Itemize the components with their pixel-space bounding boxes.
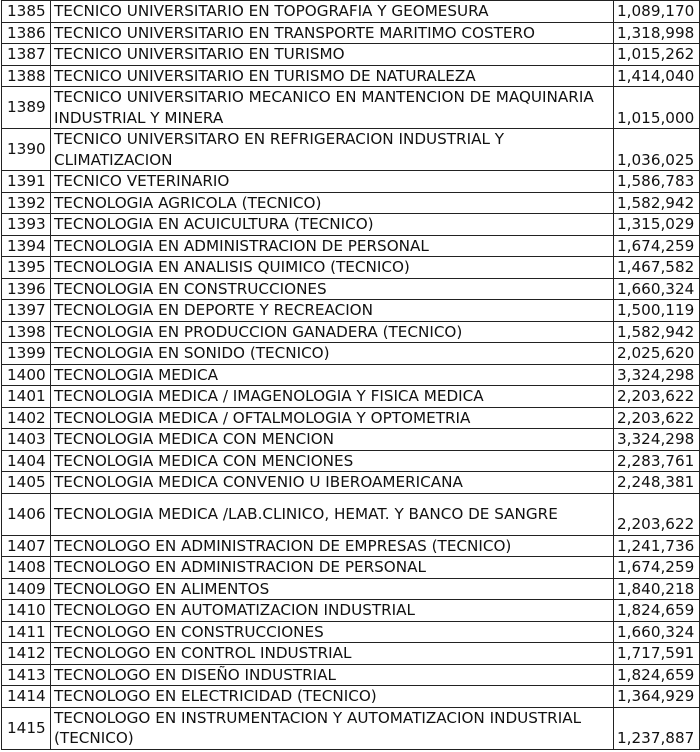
career-name: TECNOLOGO EN ADMINISTRACION DE EMPRESAS (TECNICO) xyxy=(51,535,614,557)
table-row xyxy=(2,192,700,214)
amount-value: 1,500,119 xyxy=(614,300,700,322)
career-name: TECNOLOGIA MEDICA /LAB.CLINICO, HEMAT. Y BANCO DE SANGRE xyxy=(51,493,614,535)
table-row xyxy=(2,235,700,257)
career-name: TECNICO UNIVERSITARO EN REFRIGERACION INDUSTRIAL Y CLIMATIZACION xyxy=(51,129,614,171)
amount-value: 1,582,942 xyxy=(614,321,700,343)
career-name: TECNOLOGIA MEDICA CON MENCIONES xyxy=(51,450,614,472)
table-row xyxy=(2,386,700,408)
table-row xyxy=(2,343,700,365)
row-number: 1388 xyxy=(2,65,51,87)
row-number: 1402 xyxy=(2,407,51,429)
table-row xyxy=(2,429,700,451)
row-number: 1406 xyxy=(2,493,51,535)
amount-value: 3,324,298 xyxy=(614,364,700,386)
table-row xyxy=(2,450,700,472)
career-name: TECNOLOGO EN CONSTRUCCIONES xyxy=(51,621,614,643)
table-row xyxy=(2,578,700,600)
table-row xyxy=(2,664,700,686)
careers-table xyxy=(1,0,700,750)
row-number: 1414 xyxy=(2,686,51,708)
amount-value: 3,324,298 xyxy=(614,429,700,451)
row-number: 1413 xyxy=(2,664,51,686)
table-row xyxy=(2,171,700,193)
row-number: 1411 xyxy=(2,621,51,643)
amount-value: 1,674,259 xyxy=(614,235,700,257)
amount-value: 1,414,040 xyxy=(614,65,700,87)
table-row xyxy=(2,600,700,622)
career-name: TECNOLOGIA EN PRODUCCION GANADERA (TECNICO) xyxy=(51,321,614,343)
row-number: 1401 xyxy=(2,386,51,408)
table-row xyxy=(2,1,700,23)
career-name: TECNOLOGIA EN SONIDO (TECNICO) xyxy=(51,343,614,365)
career-name: TECNOLOGIA MEDICA / OFTALMOLOGIA Y OPTOMETRIA xyxy=(51,407,614,429)
row-number: 1392 xyxy=(2,192,51,214)
amount-value: 1,660,324 xyxy=(614,621,700,643)
table-row xyxy=(2,621,700,643)
row-number: 1385 xyxy=(2,1,51,23)
career-name: TECNICO UNIVERSITARIO EN TURISMO DE NATURALEZA xyxy=(51,65,614,87)
career-name: TECNOLOGO EN CONTROL INDUSTRIAL xyxy=(51,643,614,665)
amount-value: 2,203,622 xyxy=(614,493,700,535)
amount-value: 1,582,942 xyxy=(614,192,700,214)
amount-value: 1,824,659 xyxy=(614,664,700,686)
amount-value: 1,674,259 xyxy=(614,557,700,579)
row-number: 1394 xyxy=(2,235,51,257)
amount-value: 1,467,582 xyxy=(614,257,700,279)
career-name: TECNICO VETERINARIO xyxy=(51,171,614,193)
amount-value: 1,315,029 xyxy=(614,214,700,236)
career-name: TECNOLOGO EN AUTOMATIZACION INDUSTRIAL xyxy=(51,600,614,622)
career-name: TECNICO UNIVERSITARIO EN TOPOGRAFIA Y GEOMESURA xyxy=(51,1,614,23)
career-name: TECNICO UNIVERSITARIO EN TRANSPORTE MARITIMO COSTERO xyxy=(51,22,614,44)
career-name: TECNOLOGO EN ALIMENTOS xyxy=(51,578,614,600)
table-row xyxy=(2,129,700,171)
career-name: TECNOLOGO EN INSTRUMENTACION Y AUTOMATIZACION INDUSTRIAL (TECNICO) xyxy=(51,707,614,749)
table-row xyxy=(2,321,700,343)
career-name: TECNOLOGO EN ELECTRICIDAD (TECNICO) xyxy=(51,686,614,708)
career-name: TECNOLOGO EN DISEÑO INDUSTRIAL xyxy=(51,664,614,686)
amount-value: 1,717,591 xyxy=(614,643,700,665)
career-name: TECNOLOGIA EN DEPORTE Y RECREACION xyxy=(51,300,614,322)
row-number: 1397 xyxy=(2,300,51,322)
amount-value: 1,036,025 xyxy=(614,129,700,171)
career-name: TECNOLOGIA EN ADMINISTRACION DE PERSONAL xyxy=(51,235,614,257)
career-name: TECNOLOGIA EN ANALISIS QUIMICO (TECNICO) xyxy=(51,257,614,279)
career-name: TECNOLOGIA EN CONSTRUCCIONES xyxy=(51,278,614,300)
amount-value: 1,824,659 xyxy=(614,600,700,622)
table-row xyxy=(2,300,700,322)
row-number: 1412 xyxy=(2,643,51,665)
table-row xyxy=(2,707,700,749)
row-number: 1393 xyxy=(2,214,51,236)
table-row xyxy=(2,22,700,44)
amount-value: 2,203,622 xyxy=(614,386,700,408)
amount-value: 2,203,622 xyxy=(614,407,700,429)
table-row xyxy=(2,257,700,279)
career-name: TECNICO UNIVERSITARIO EN TURISMO xyxy=(51,44,614,66)
row-number: 1410 xyxy=(2,600,51,622)
amount-value: 1,660,324 xyxy=(614,278,700,300)
table-row xyxy=(2,557,700,579)
row-number: 1389 xyxy=(2,87,51,129)
row-number: 1409 xyxy=(2,578,51,600)
row-number: 1400 xyxy=(2,364,51,386)
amount-value: 1,318,998 xyxy=(614,22,700,44)
career-name: TECNOLOGO EN ADMINISTRACION DE PERSONAL xyxy=(51,557,614,579)
row-number: 1395 xyxy=(2,257,51,279)
amount-value: 1,089,170 xyxy=(614,1,700,23)
table-row xyxy=(2,364,700,386)
row-number: 1387 xyxy=(2,44,51,66)
table-row xyxy=(2,535,700,557)
amount-value: 1,586,783 xyxy=(614,171,700,193)
career-name: TECNOLOGIA AGRICOLA (TECNICO) xyxy=(51,192,614,214)
table-row xyxy=(2,65,700,87)
row-number: 1407 xyxy=(2,535,51,557)
career-name: TECNOLOGIA MEDICA xyxy=(51,364,614,386)
row-number: 1396 xyxy=(2,278,51,300)
amount-value: 1,015,262 xyxy=(614,44,700,66)
amount-value: 1,364,929 xyxy=(614,686,700,708)
amount-value: 2,283,761 xyxy=(614,450,700,472)
row-number: 1398 xyxy=(2,321,51,343)
row-number: 1399 xyxy=(2,343,51,365)
table-row xyxy=(2,44,700,66)
career-name: TECNOLOGIA MEDICA CON MENCION xyxy=(51,429,614,451)
amount-value: 1,241,736 xyxy=(614,535,700,557)
table-row xyxy=(2,278,700,300)
table-row xyxy=(2,493,700,535)
career-name: TECNOLOGIA MEDICA / IMAGENOLOGIA Y FISICA MEDICA xyxy=(51,386,614,408)
row-number: 1415 xyxy=(2,707,51,749)
table-row xyxy=(2,686,700,708)
career-name: TECNOLOGIA MEDICA CONVENIO U IBEROAMERICANA xyxy=(51,472,614,494)
row-number: 1403 xyxy=(2,429,51,451)
table-row xyxy=(2,407,700,429)
career-name: TECNOLOGIA EN ACUICULTURA (TECNICO) xyxy=(51,214,614,236)
amount-value: 1,237,887 xyxy=(614,707,700,749)
amount-value: 2,025,620 xyxy=(614,343,700,365)
row-number: 1408 xyxy=(2,557,51,579)
career-name: TECNICO UNIVERSITARIO MECANICO EN MANTENCION DE MAQUINARIA INDUSTRIAL Y MINERA xyxy=(51,87,614,129)
row-number: 1386 xyxy=(2,22,51,44)
row-number: 1405 xyxy=(2,472,51,494)
table-row xyxy=(2,643,700,665)
row-number: 1390 xyxy=(2,129,51,171)
amount-value: 1,840,218 xyxy=(614,578,700,600)
table-row xyxy=(2,472,700,494)
amount-value: 1,015,000 xyxy=(614,87,700,129)
row-number: 1391 xyxy=(2,171,51,193)
amount-value: 2,248,381 xyxy=(614,472,700,494)
row-number: 1404 xyxy=(2,450,51,472)
table-row xyxy=(2,87,700,129)
table-row xyxy=(2,214,700,236)
table-body xyxy=(2,1,700,750)
